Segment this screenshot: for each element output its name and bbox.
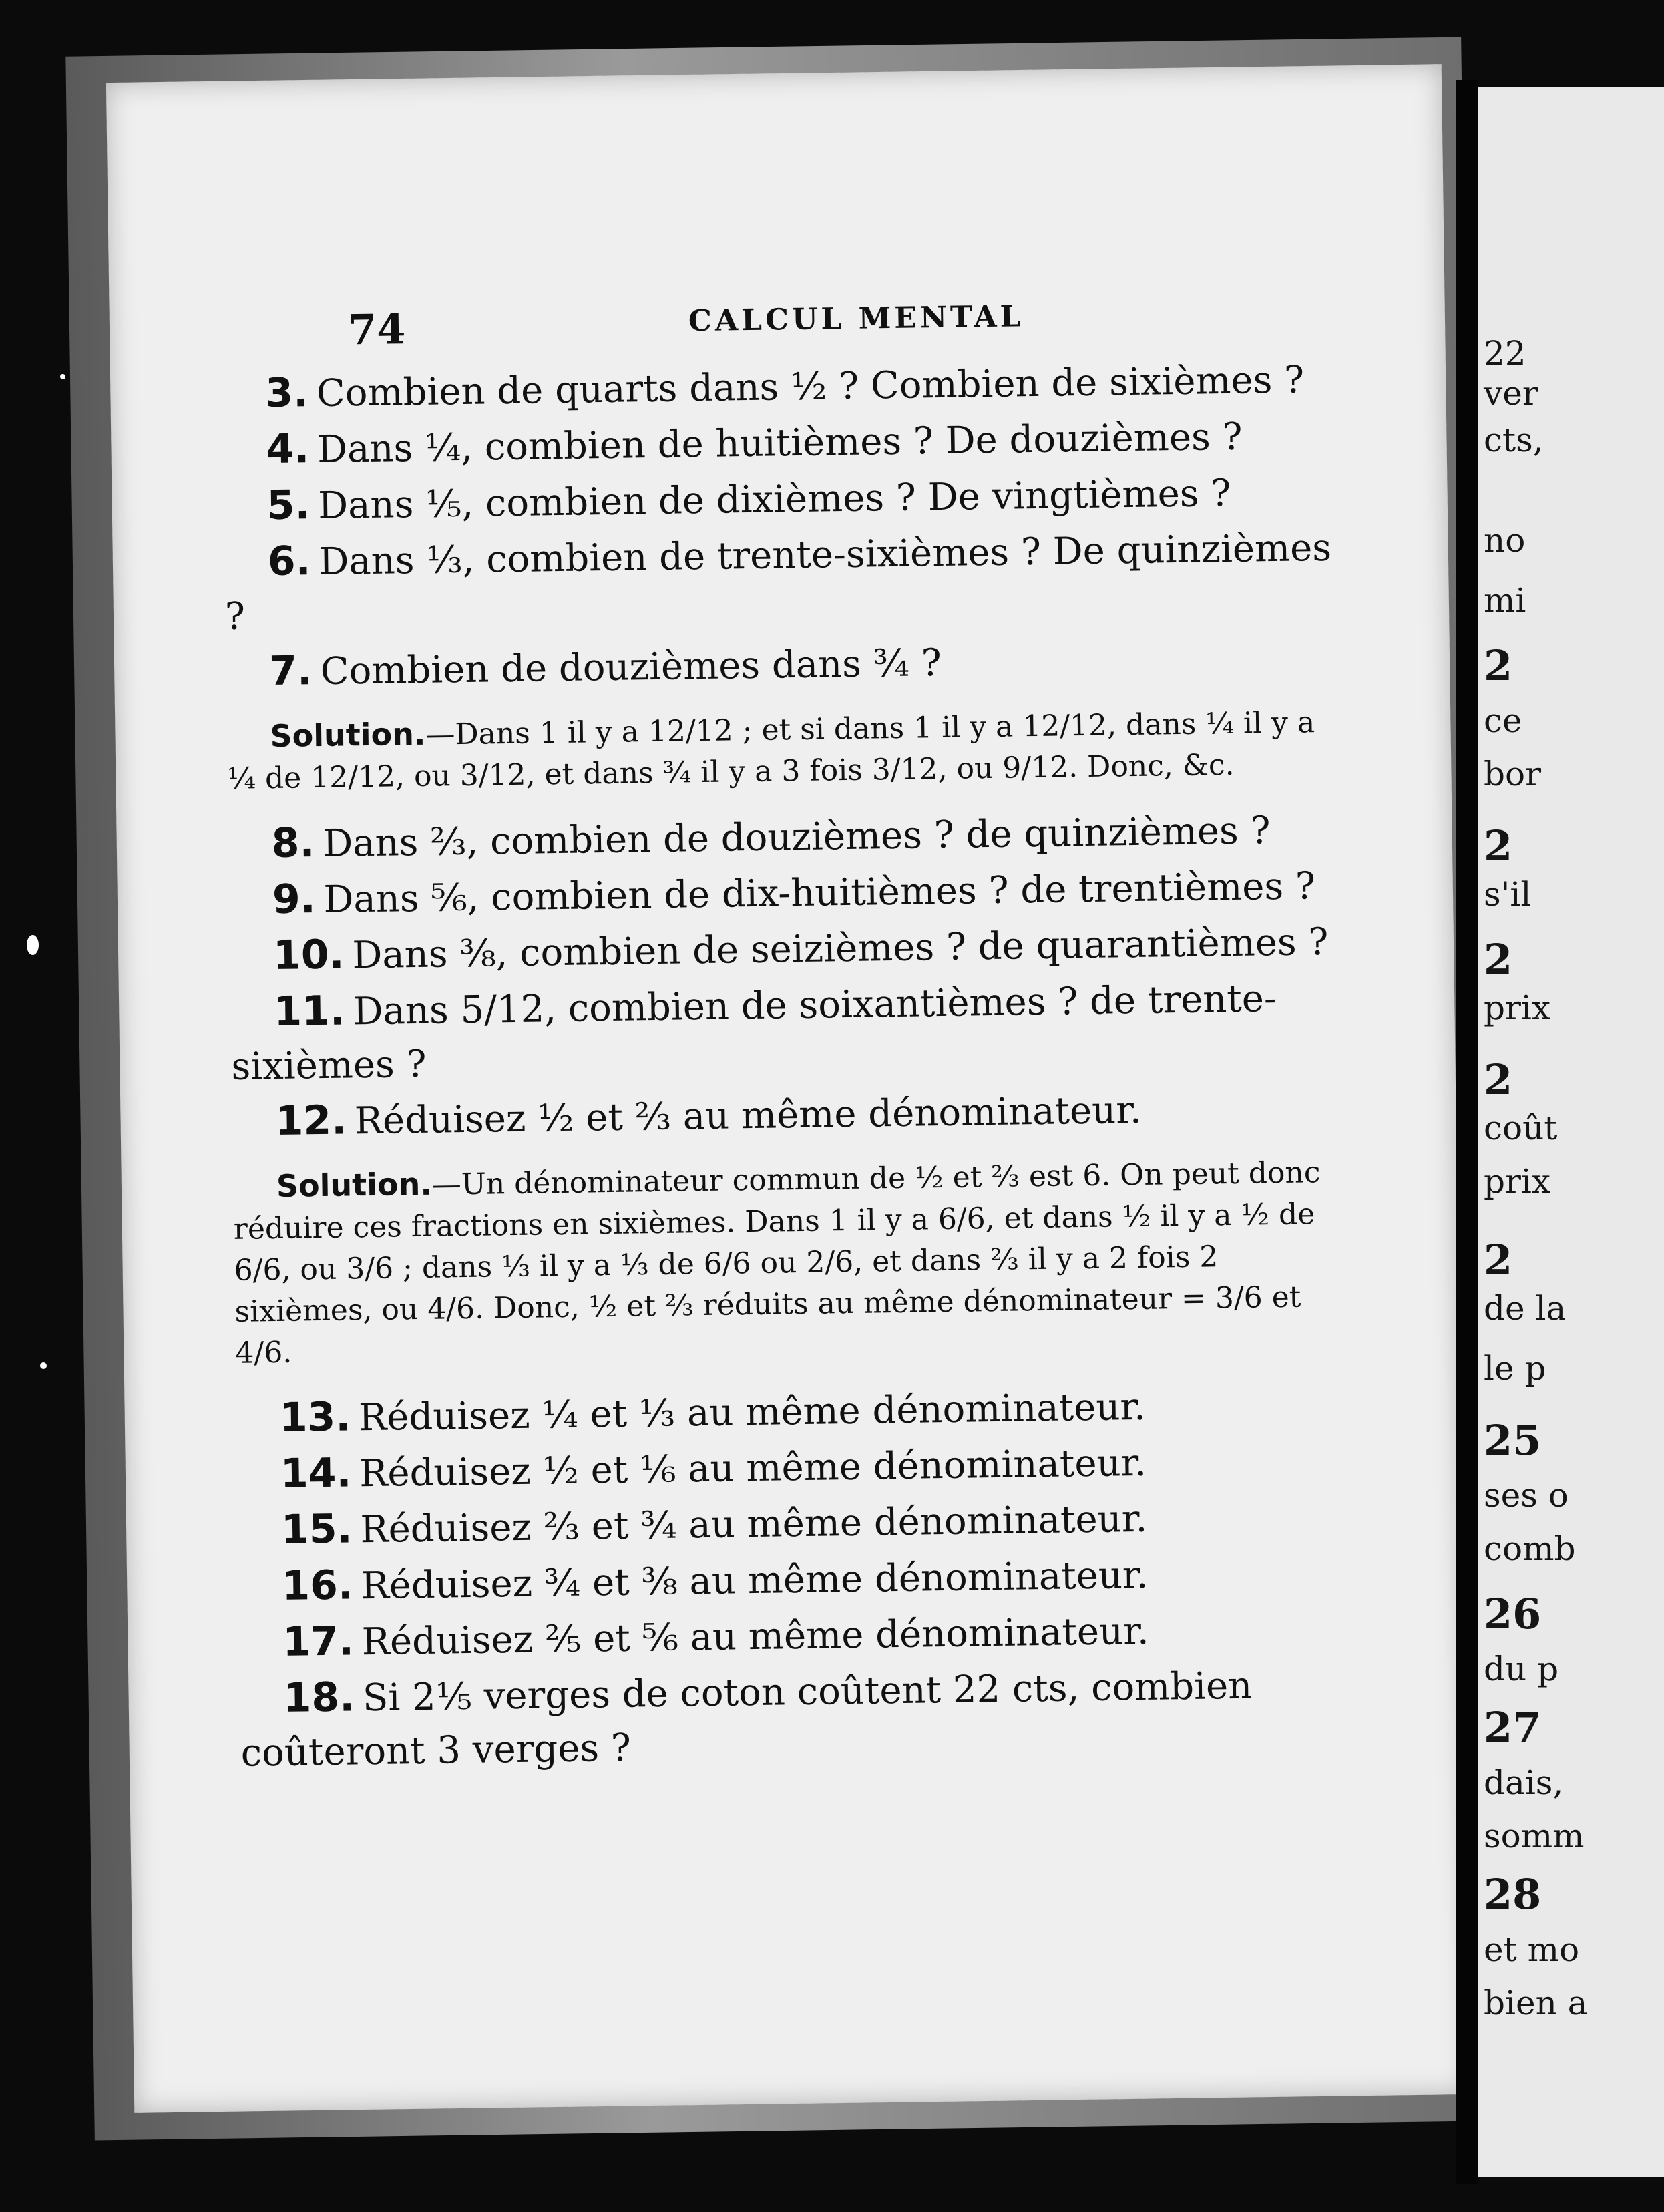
next-page-fragment: 2 — [1484, 821, 1513, 870]
problem — [224, 520, 1347, 644]
problem-number: 3. — [264, 369, 309, 417]
next-page — [1478, 87, 1664, 2177]
next-page-fragment: 2 — [1484, 1055, 1513, 1104]
problem — [230, 970, 1354, 1093]
problem-number: 5. — [266, 482, 310, 530]
next-page-fragment: 25 — [1484, 1416, 1542, 1465]
next-page-fragment: coût — [1484, 1109, 1558, 1147]
problem-text: Combien de quarts dans ½ ? Combien de sixièmes ? — [316, 358, 1305, 416]
next-page-fragment: s'il — [1484, 875, 1532, 914]
problem-text: Combien de douzièmes dans ¾ ? — [320, 640, 942, 693]
problem-text: Dans 5/12, combien de soixantièmes ? de trente-sixièmes ? — [230, 977, 1277, 1089]
problem-text: Dans ⅜, combien de seizièmes ? de quarantièmes ? — [351, 920, 1329, 978]
problem-number: 4. — [266, 425, 310, 474]
solution-text: —Dans 1 il y a 12/12 ; et si dans 1 il y a 12/12, dans ¼ il y a ¼ de 12/12, ou 3/12, et dans ¾ il y a 3 fois 3/12, ou 9/12. Donc, &c. — [227, 705, 1315, 796]
problem-text: Dans ⅚, combien de dix-huitièmes ? de trentièmes ? — [323, 864, 1316, 922]
problem-number: 9. — [272, 876, 316, 923]
next-page-fragment: 2 — [1484, 1236, 1513, 1284]
problem-text: Réduisez ⅖ et ⅚ au même dénominateur. — [361, 1609, 1149, 1664]
problem-text: Dans ⅓, combien de trente-sixièmes ? De quinzièmes ? — [224, 526, 1332, 638]
solution — [226, 700, 1349, 799]
problem-number: 16. — [281, 1561, 354, 1610]
running-title: CALCUL MENTAL — [688, 299, 1024, 339]
next-page-fragment: 22 — [1484, 334, 1526, 373]
next-page-fragment: prix — [1484, 988, 1551, 1027]
problem-text: Réduisez ½ et ⅔ au même dénominateur. — [354, 1088, 1142, 1143]
next-page-fragment: 26 — [1484, 1590, 1542, 1638]
next-page-fragment: du p — [1484, 1650, 1559, 1688]
next-page-fragment: mi — [1484, 581, 1526, 620]
problem-number: 14. — [280, 1449, 352, 1497]
problem-number: 15. — [280, 1505, 353, 1553]
problem-text: Dans ⅔, combien de douzièmes ? de quinzièmes ? — [322, 809, 1271, 866]
next-page-fragment: bor — [1484, 755, 1542, 793]
next-page-fragment: dais, — [1484, 1763, 1564, 1802]
next-page-fragment: ses o — [1484, 1476, 1569, 1515]
book-gutter — [1456, 80, 1478, 2184]
page-header — [220, 265, 1343, 354]
next-page-fragment: 2 — [1484, 641, 1513, 690]
next-page-fragment: et mo — [1484, 1930, 1580, 1969]
problem-number: 13. — [279, 1393, 351, 1441]
next-page-fragment: somm — [1484, 1817, 1585, 1855]
page-number: 74 — [347, 305, 406, 355]
problem-number: 6. — [267, 538, 311, 586]
page-content — [220, 265, 1363, 1782]
problem-number: 11. — [273, 987, 346, 1035]
dust-speck — [40, 1362, 47, 1369]
next-page-fragment: no — [1484, 521, 1526, 560]
dust-speck — [27, 935, 39, 955]
problem-text: Réduisez ½ et ⅙ au même dénominateur. — [359, 1441, 1147, 1496]
next-page-fragment: ver — [1484, 374, 1538, 413]
problem-text: Dans ¼, combien de huitièmes ? De douzièmes ? — [317, 415, 1243, 472]
next-page-fragment: 27 — [1484, 1703, 1542, 1752]
problem-number: 17. — [282, 1618, 355, 1666]
next-page-fragment: prix — [1484, 1162, 1551, 1201]
problem-text: Réduisez ¼ et ⅓ au même dénominateur. — [358, 1385, 1147, 1440]
problem-number: 12. — [275, 1097, 347, 1145]
solution-label: Solution. — [270, 715, 426, 755]
problem-number: 7. — [268, 647, 313, 695]
problem-text: Dans ⅕, combien de dixièmes ? De vingtièmes ? — [317, 471, 1231, 528]
problem-number: 8. — [271, 819, 315, 868]
next-page-fragment: cts, — [1484, 421, 1544, 459]
next-page-fragment: 28 — [1484, 1870, 1542, 1919]
next-page-fragment: ce — [1484, 701, 1522, 740]
next-page-fragment: bien a — [1484, 1984, 1588, 2022]
problem-text: Si 2⅕ verges de coton coûtent 22 cts, combien coûteront 3 verges ? — [240, 1664, 1253, 1775]
problem-list — [222, 352, 1363, 1781]
solution-text: —Un dénominateur commun de ½ et ⅔ est 6. On peut donc réduire ces fractions en sixièmes. Dans 1 il y a 6/6, et dans ½ il y a ½ de 6/6, ou 3/6 ; dans ⅓ il y a ⅓ de 6/6 ou 2/6, et dans ⅔ il y a 2 fois 2 sixièmes, ou 4/6. Donc, ½ et ⅔ réduits au même dénominateur = 3/6 et 4/6. — [233, 1155, 1321, 1370]
next-page-fragment: comb — [1484, 1529, 1576, 1568]
solution-label: Solution. — [276, 1165, 433, 1204]
dust-speck — [60, 374, 65, 379]
problem-text: Réduisez ⅔ et ¾ au même dénominateur. — [359, 1497, 1148, 1552]
solution — [233, 1150, 1358, 1374]
problem-number: 10. — [272, 931, 345, 979]
next-page-fragment: de la — [1484, 1289, 1567, 1328]
problem-number: 18. — [283, 1674, 355, 1722]
problem-text: Réduisez ¾ et ⅜ au même dénominateur. — [361, 1553, 1149, 1608]
problem — [240, 1656, 1363, 1780]
next-page-fragment: le p — [1484, 1349, 1546, 1388]
next-page-fragment: 2 — [1484, 935, 1513, 984]
